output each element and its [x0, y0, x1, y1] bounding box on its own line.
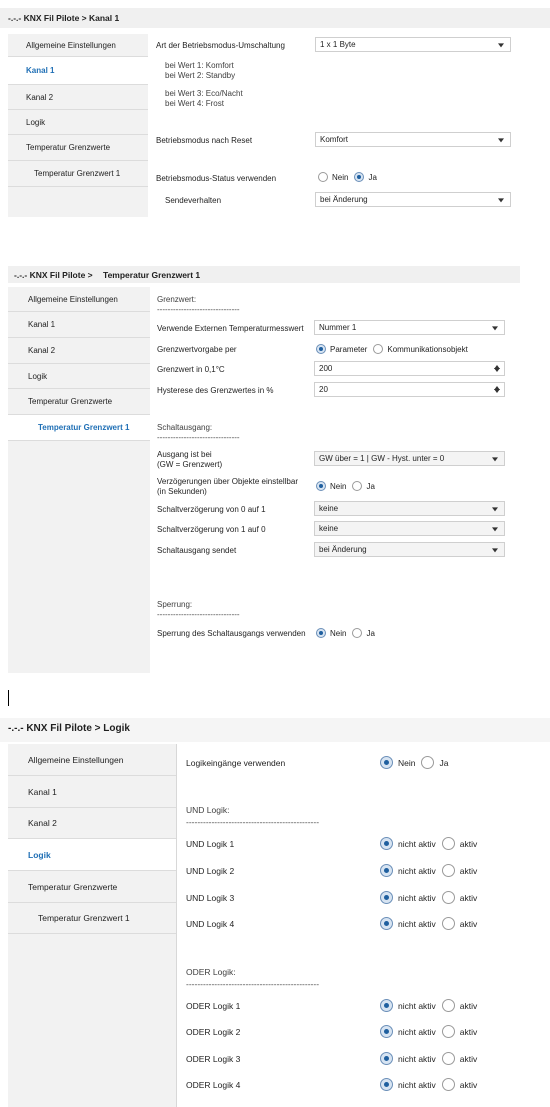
- chevron-down-icon: [492, 326, 498, 330]
- mode-note: [165, 89, 243, 109]
- inactive-label: nicht aktiv: [398, 838, 436, 849]
- verzoegerung-label: [157, 477, 298, 497]
- mode-note-line: bei Wert 2: Standby: [165, 71, 236, 80]
- mode-status-radio-group: [318, 172, 377, 182]
- inactive-label: nicht aktiv: [398, 1053, 436, 1064]
- chevron-down-icon: [498, 43, 504, 47]
- section-title: ODER Logik:: [186, 967, 236, 977]
- radio-unchecked-icon[interactable]: [442, 917, 455, 930]
- mode-status-no-label: Nein: [332, 172, 349, 182]
- vorgabe-parameter-option[interactable]: [316, 344, 373, 354]
- radio-checked-icon[interactable]: [316, 628, 326, 638]
- inactive-option[interactable]: [380, 1025, 442, 1038]
- radio-unchecked-icon[interactable]: [373, 344, 383, 354]
- active-label: aktiv: [459, 1000, 478, 1011]
- radio-checked-icon[interactable]: [380, 917, 393, 930]
- sperrung-label: Sperrung des Schaltausgangs verwenden: [157, 629, 306, 638]
- radio-checked-icon[interactable]: [380, 1052, 393, 1065]
- sidebar-item-kanal-2[interactable]: Kanal 2: [8, 338, 150, 364]
- sidebar-item-kanal-1[interactable]: Kanal 1: [8, 312, 150, 338]
- ext-temp-label: Verwende Externen Temperaturmesswert: [157, 324, 304, 333]
- radio-checked-icon[interactable]: [380, 1078, 393, 1091]
- active-option[interactable]: [442, 864, 477, 877]
- ausgang-label: [157, 450, 222, 470]
- hysterese-value: 20: [319, 385, 328, 394]
- chevron-down-icon: [498, 198, 504, 202]
- inactive-label: nicht aktiv: [398, 918, 436, 929]
- logik-inputs-no-label: Nein: [398, 757, 416, 768]
- window-title-kanal1: -.-.- KNX Fil Pilote > Kanal 1: [0, 8, 550, 28]
- title-suffix: Temperatur Grenzwert 1: [103, 270, 201, 280]
- radio-unchecked-icon[interactable]: [442, 999, 455, 1012]
- sendet-value: bei Änderung: [319, 545, 367, 554]
- sidebar-item-temperatur-grenzwerte[interactable]: Temperatur Grenzwerte: [8, 389, 150, 415]
- verzoegerung-yes-label: Ja: [366, 481, 375, 491]
- oder-logik-3-label: ODER Logik 3: [186, 1054, 241, 1064]
- und-logik-1-radio-group: [380, 837, 477, 850]
- inactive-option[interactable]: [380, 1078, 442, 1091]
- section-title: UND Logik:: [186, 805, 230, 815]
- oder-logik-1-label: ODER Logik 1: [186, 1001, 241, 1011]
- mode-status-yes-label: Ja: [368, 172, 377, 182]
- oder-logik-4-label: ODER Logik 4: [186, 1080, 241, 1090]
- section-title: Sperrung:: [157, 600, 193, 609]
- mode-status-label: Betriebsmodus-Status verwenden: [156, 174, 277, 183]
- sidebar-item-kanal-2[interactable]: Kanal 2: [8, 85, 148, 110]
- section-separator: -----------------------------------------------: [186, 817, 320, 828]
- section-sperrung: [157, 600, 240, 620]
- sperrung-yes-label: Ja: [366, 628, 375, 638]
- radio-checked-icon[interactable]: [380, 837, 393, 850]
- und-logik-1-label: UND Logik 1: [186, 839, 235, 849]
- sidebar-item-logik[interactable]: Logik: [8, 839, 176, 871]
- chevron-down-icon: [492, 527, 498, 531]
- oder-logik-1-radio-group: [380, 999, 477, 1012]
- mode-status-yes-option[interactable]: [354, 172, 376, 182]
- chevron-down-icon: [492, 457, 498, 461]
- radio-unchecked-icon[interactable]: [442, 1078, 455, 1091]
- ausgang-label-line: (GW = Grenzwert): [157, 460, 223, 469]
- active-label: aktiv: [459, 1026, 478, 1037]
- active-label: aktiv: [459, 892, 478, 903]
- sperrung-no-option[interactable]: [316, 628, 352, 638]
- grenzwert-value: 200: [319, 364, 333, 373]
- sidebar-item-general[interactable]: Allgemeine Einstellungen: [8, 744, 176, 776]
- radio-checked-icon[interactable]: [380, 891, 393, 904]
- sidebar-item-kanal-1[interactable]: Kanal 1: [8, 776, 176, 808]
- section-schaltausgang: [157, 423, 240, 443]
- inactive-option[interactable]: [380, 999, 442, 1012]
- mode-switch-value: 1 x 1 Byte: [320, 40, 356, 49]
- active-option[interactable]: [442, 999, 477, 1012]
- sidebar-item-temperatur-grenzwert-1[interactable]: Temperatur Grenzwert 1: [8, 161, 148, 187]
- sv10-value: keine: [319, 524, 339, 533]
- section-separator: -----------------------------------------------: [186, 979, 320, 990]
- ext-temp-select[interactable]: [314, 320, 505, 335]
- hysterese-stepper[interactable]: [314, 382, 505, 397]
- section-separator: -------------------------------: [157, 305, 240, 314]
- active-option[interactable]: [442, 1052, 477, 1065]
- mode-switch-label: Art der Betriebsmodus-Umschaltung: [156, 41, 285, 50]
- vorgabe-object-label: Kommunikationsobjekt: [387, 344, 468, 354]
- vorgabe-radio-group: [316, 344, 468, 354]
- grenzwert-label: Grenzwert in 0,1°C: [157, 365, 225, 374]
- send-behaviour-label: Sendeverhalten: [165, 196, 222, 205]
- mode-switch-select[interactable]: [315, 37, 511, 52]
- radio-unchecked-icon[interactable]: [442, 891, 455, 904]
- grenzwert-stepper[interactable]: [314, 361, 505, 376]
- ext-temp-value: Nummer 1: [319, 323, 357, 332]
- section-title: Schaltausgang:: [157, 423, 213, 432]
- mode-note-line: bei Wert 1: Komfort: [165, 61, 234, 70]
- sendet-label: Schaltausgang sendet: [157, 546, 237, 555]
- radio-checked-icon[interactable]: [316, 481, 326, 491]
- sperrung-no-label: Nein: [330, 628, 347, 638]
- oder-logik-2-radio-group: [380, 1025, 477, 1038]
- sv01-select[interactable]: [314, 501, 505, 516]
- verzoegerung-yes-option[interactable]: [352, 481, 374, 491]
- mode-status-no-option[interactable]: [318, 172, 354, 182]
- sidebar-item-general[interactable]: Allgemeine Einstellungen: [8, 34, 148, 57]
- sidebar-item-temperatur-grenzwert-1[interactable]: Temperatur Grenzwert 1: [8, 415, 150, 441]
- inactive-option[interactable]: [380, 1052, 442, 1065]
- und-logik-4-radio-group: [380, 917, 477, 930]
- content-divider: [176, 744, 177, 1107]
- send-behaviour-select[interactable]: [315, 192, 511, 207]
- active-label: aktiv: [459, 918, 478, 929]
- ausgang-value: GW über = 1 | GW - Hyst. unter = 0: [319, 454, 445, 463]
- sidebar-item-temperatur-grenzwert-1[interactable]: Temperatur Grenzwert 1: [8, 903, 176, 934]
- verzoegerung-no-label: Nein: [330, 481, 347, 491]
- ausgang-select[interactable]: [314, 451, 505, 466]
- oder-logik-3-radio-group: [380, 1052, 477, 1065]
- radio-unchecked-icon[interactable]: [421, 756, 434, 769]
- verzoegerung-no-option[interactable]: [316, 481, 352, 491]
- section-und-logik: [186, 804, 319, 829]
- logik-inputs-no-option[interactable]: [380, 756, 421, 769]
- active-option[interactable]: [442, 837, 477, 850]
- section-oder-logik: [186, 966, 319, 991]
- sv10-select[interactable]: [314, 521, 505, 536]
- window-title-grenzwert: [8, 266, 520, 283]
- reset-mode-label: Betriebsmodus nach Reset: [156, 136, 253, 145]
- mode-note-line: bei Wert 4: Frost: [165, 99, 224, 108]
- inactive-option[interactable]: [380, 837, 442, 850]
- radio-unchecked-icon[interactable]: [442, 864, 455, 877]
- title-prefix: -.-.- KNX Fil Pilote >: [14, 270, 93, 280]
- radio-checked-icon[interactable]: [380, 864, 393, 877]
- inactive-label: nicht aktiv: [398, 1079, 436, 1090]
- inactive-label: nicht aktiv: [398, 865, 436, 876]
- sidebar-item-kanal-1[interactable]: Kanal 1: [8, 57, 148, 85]
- sv01-label: Schaltverzögerung von 0 auf 1: [157, 505, 266, 514]
- vorgabe-object-option[interactable]: [373, 344, 467, 354]
- radio-checked-icon[interactable]: [354, 172, 364, 182]
- active-label: aktiv: [459, 865, 478, 876]
- logik-inputs-yes-label: Ja: [439, 757, 449, 768]
- radio-checked-icon[interactable]: [380, 1025, 393, 1038]
- sidebar: [8, 744, 176, 1107]
- sperrung-radio-group: [316, 628, 375, 638]
- sidebar-item-logik[interactable]: Logik: [8, 110, 148, 135]
- logik-inputs-label: Logikeingänge verwenden: [186, 758, 286, 768]
- radio-unchecked-icon[interactable]: [442, 1052, 455, 1065]
- oder-logik-4-radio-group: [380, 1078, 477, 1091]
- sidebar: [8, 34, 148, 217]
- inactive-label: nicht aktiv: [398, 1026, 436, 1037]
- verzoegerung-label-line: Verzögerungen über Objekte einstellbar: [157, 477, 298, 486]
- active-label: aktiv: [459, 838, 478, 849]
- radio-unchecked-icon[interactable]: [318, 172, 328, 182]
- mode-note-line: bei Wert 3: Eco/Nacht: [165, 89, 243, 98]
- radio-unchecked-icon[interactable]: [442, 837, 455, 850]
- inactive-label: nicht aktiv: [398, 892, 436, 903]
- radio-unchecked-icon[interactable]: [352, 628, 362, 638]
- ausgang-label-line: Ausgang ist bei: [157, 450, 212, 459]
- sidebar-item-kanal-2[interactable]: Kanal 2: [8, 808, 176, 839]
- inactive-option[interactable]: [380, 917, 442, 930]
- sidebar-item-temperatur-grenzwerte[interactable]: Temperatur Grenzwerte: [8, 871, 176, 903]
- logik-inputs-yes-option[interactable]: [421, 756, 448, 769]
- text-cursor: [8, 690, 9, 706]
- oder-logik-2-label: ODER Logik 2: [186, 1027, 241, 1037]
- chevron-down-icon: [498, 138, 504, 142]
- chevron-down-icon: [492, 548, 498, 552]
- und-logik-3-radio-group: [380, 891, 477, 904]
- sidebar-item-general[interactable]: Allgemeine Einstellungen: [8, 287, 150, 312]
- vorgabe-parameter-label: Parameter: [330, 344, 368, 354]
- sperrung-yes-option[interactable]: [352, 628, 374, 638]
- hysterese-label: Hysterese des Grenzwertes in %: [157, 386, 274, 395]
- window-title-logik: -.-.- KNX Fil Pilote > Logik: [0, 718, 550, 742]
- active-option[interactable]: [442, 1078, 477, 1091]
- radio-checked-icon[interactable]: [316, 344, 326, 354]
- section-grenzwert: [157, 295, 240, 315]
- active-option[interactable]: [442, 917, 477, 930]
- section-separator: -------------------------------: [157, 610, 240, 619]
- chevron-down-icon: [492, 507, 498, 511]
- active-option[interactable]: [442, 891, 477, 904]
- send-behaviour-value: bei Änderung: [320, 195, 368, 204]
- sv10-label: Schaltverzögerung von 1 auf 0: [157, 525, 266, 534]
- arrow-down-icon[interactable]: [494, 368, 500, 372]
- active-option[interactable]: [442, 1025, 477, 1038]
- active-label: aktiv: [459, 1053, 478, 1064]
- active-label: aktiv: [459, 1079, 478, 1090]
- inactive-option[interactable]: [380, 891, 442, 904]
- verzoegerung-label-line: (in Sekunden): [157, 487, 207, 496]
- inactive-option[interactable]: [380, 864, 442, 877]
- sidebar: [8, 287, 150, 673]
- sendet-select[interactable]: [314, 542, 505, 557]
- mode-note: [165, 61, 235, 81]
- section-separator: -------------------------------: [157, 433, 240, 442]
- sv01-value: keine: [319, 504, 339, 513]
- reset-mode-select[interactable]: [315, 132, 511, 147]
- und-logik-4-label: UND Logik 4: [186, 919, 235, 929]
- arrow-down-icon[interactable]: [494, 389, 500, 393]
- radio-unchecked-icon[interactable]: [352, 481, 362, 491]
- radio-unchecked-icon[interactable]: [442, 1025, 455, 1038]
- radio-checked-icon[interactable]: [380, 999, 393, 1012]
- inactive-label: nicht aktiv: [398, 1000, 436, 1011]
- und-logik-2-label: UND Logik 2: [186, 866, 235, 876]
- verzoegerung-radio-group: [316, 481, 375, 491]
- section-title: Grenzwert:: [157, 295, 197, 304]
- vorgabe-label: Grenzwertvorgabe per: [157, 345, 237, 354]
- radio-checked-icon[interactable]: [380, 756, 393, 769]
- reset-mode-value: Komfort: [320, 135, 349, 144]
- sidebar-item-temperatur-grenzwerte[interactable]: Temperatur Grenzwerte: [8, 135, 148, 161]
- logik-inputs-radio-group: [380, 756, 448, 769]
- sidebar-item-logik[interactable]: Logik: [8, 364, 150, 389]
- und-logik-2-radio-group: [380, 864, 477, 877]
- und-logik-3-label: UND Logik 3: [186, 893, 235, 903]
